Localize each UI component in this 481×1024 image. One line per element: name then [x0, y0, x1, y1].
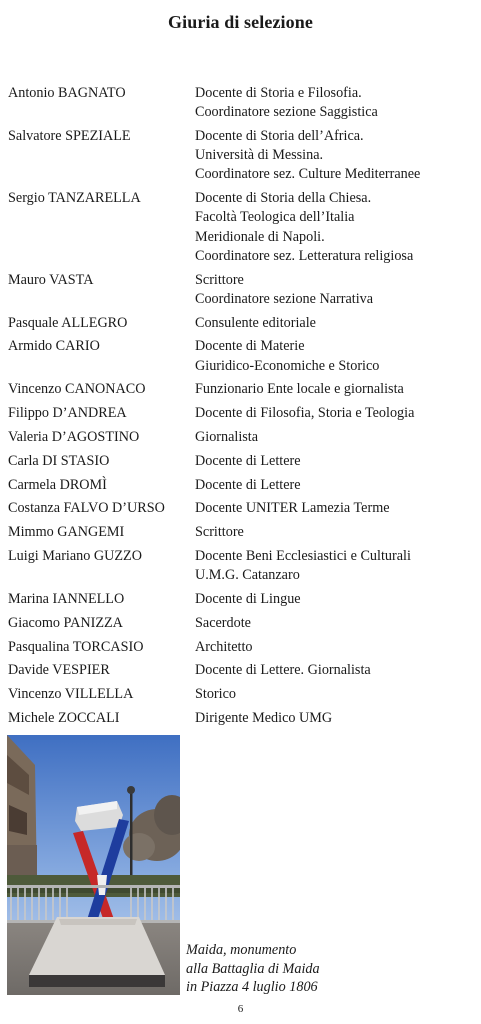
jury-member-role [195, 404, 478, 423]
role-line: Coordinatore sezione Saggistica [195, 104, 378, 121]
role-line: Meridionale di Napoli. [195, 228, 325, 245]
jury-member-row [8, 614, 478, 633]
monument-photo [7, 735, 180, 995]
role-line: Giuridico-Economiche e Storico [195, 357, 380, 374]
jury-member-role [195, 314, 478, 333]
jury-member-name: Valeria D’AGOSTINO [8, 429, 140, 445]
jury-member-name: Costanza FALVO D’URSO [8, 500, 165, 517]
role-line: Università di Messina. [195, 147, 324, 164]
jury-member-name: Carla DI STASIO [8, 452, 110, 469]
jury-member-row [8, 404, 478, 423]
jury-member-name: Carmela DROMÌ [8, 476, 107, 493]
jury-member-row [8, 271, 478, 309]
jury-member-role [195, 661, 478, 680]
jury-member-name: Davide VESPIER [8, 662, 110, 679]
role-line: Coordinatore sez. Letteratura religiosa [195, 247, 414, 264]
jury-member-row [8, 84, 478, 122]
jury-member-row [8, 380, 478, 399]
jury-member-row [8, 499, 478, 518]
jury-member-name: Vincenzo VILLELLA [8, 686, 134, 703]
jury-member-name: Antonio BAGNATO [8, 85, 126, 101]
role-line: Funzionario Ente locale e giornalista [195, 381, 404, 398]
role-line: Docente di Storia della Chiesa. [195, 190, 372, 207]
role-line: Architetto [195, 638, 253, 655]
jury-member-role [195, 638, 478, 657]
jury-member-role [195, 547, 478, 585]
jury-member-row [8, 428, 478, 447]
jury-member-row [8, 709, 478, 728]
role-line: Docente di Lingue [195, 590, 301, 607]
role-line: Storico [195, 686, 236, 703]
jury-member-name: Mimmo GANGEMI [8, 524, 125, 541]
jury-member-name: Giacomo PANIZZA [8, 614, 123, 631]
caption-line: alla Battaglia di Maida [186, 960, 320, 977]
role-line: Consulente editoriale [195, 314, 316, 331]
jury-member-row [8, 547, 478, 585]
role-line: Scrittore [195, 271, 244, 288]
jury-member-name: Filippo D’ANDREA [8, 405, 127, 422]
jury-list [8, 84, 478, 733]
jury-member-row [8, 189, 478, 266]
jury-member-row [8, 661, 478, 680]
page-title: Giuria di selezione [168, 12, 313, 32]
jury-member-role [195, 614, 478, 633]
caption-line: in Piazza 4 luglio 1806 [186, 979, 318, 995]
jury-member-role [195, 271, 478, 309]
caption-line: Maida, monumento [186, 942, 297, 958]
role-line: Scrittore [195, 524, 244, 541]
jury-member-name: Vincenzo CANONACO [8, 381, 146, 398]
jury-member-role [195, 523, 478, 542]
role-line: Docente di Storia dell’Africa. [195, 128, 364, 144]
role-line: Docente di Lettere [195, 476, 301, 493]
role-line: Docente di Filosofia, Storia e Teologia [195, 405, 415, 422]
jury-member-row [8, 127, 478, 185]
jury-member-name: Armido CARIO [8, 338, 100, 355]
jury-member-row [8, 452, 478, 471]
jury-member-role [195, 685, 478, 704]
jury-member-role [195, 84, 478, 122]
jury-member-role [195, 709, 478, 728]
jury-member-role [195, 590, 478, 609]
jury-member-row [8, 638, 478, 657]
role-line: Docente UNITER Lamezia Terme [195, 500, 390, 517]
jury-member-role [195, 189, 478, 266]
role-line: Docente di Storia e Filosofia. [195, 85, 362, 101]
jury-member-role [195, 452, 478, 471]
role-line: Coordinatore sezione Narrativa [195, 290, 374, 307]
jury-member-row [8, 337, 478, 375]
role-line: Docente di Lettere. Giornalista [195, 662, 371, 679]
role-line: Docente di Lettere [195, 452, 301, 469]
role-line: Giornalista [195, 429, 259, 445]
role-line: U.M.G. Catanzaro [195, 567, 300, 584]
jury-member-role [195, 127, 478, 185]
role-line: Docente Beni Ecclesiastici e Culturali [195, 547, 411, 564]
page-number: 6 [237, 1003, 244, 1015]
jury-member-name: Salvatore SPEZIALE [8, 128, 131, 144]
jury-member-name: Luigi Mariano GUZZO [8, 547, 142, 564]
role-line: Dirigente Medico UMG [195, 709, 333, 726]
jury-member-name: Marina IANNELLO [8, 590, 125, 607]
jury-member-role [195, 380, 478, 399]
jury-member-row [8, 476, 478, 495]
jury-member-role [195, 428, 478, 447]
jury-member-name: Pasqualina TORCASIO [8, 638, 144, 655]
jury-member-row [8, 314, 478, 333]
jury-member-role [195, 476, 478, 495]
jury-member-row [8, 685, 478, 704]
jury-member-name: Sergio TANZARELLA [8, 190, 141, 207]
jury-member-role [195, 337, 478, 375]
jury-member-name: Michele ZOCCALI [8, 709, 120, 726]
jury-member-name: Pasquale ALLEGRO [8, 314, 128, 331]
jury-member-row [8, 523, 478, 542]
role-line: Coordinatore sez. Culture Mediterranee [195, 166, 421, 183]
photo-caption [186, 941, 320, 997]
jury-member-name: Mauro VASTA [8, 271, 94, 288]
role-line: Docente di Materie [195, 338, 305, 355]
jury-member-role [195, 499, 478, 518]
role-line: Sacerdote [195, 614, 251, 631]
role-line: Facoltà Teologica dell’Italia [195, 209, 355, 226]
jury-member-row [8, 590, 478, 609]
